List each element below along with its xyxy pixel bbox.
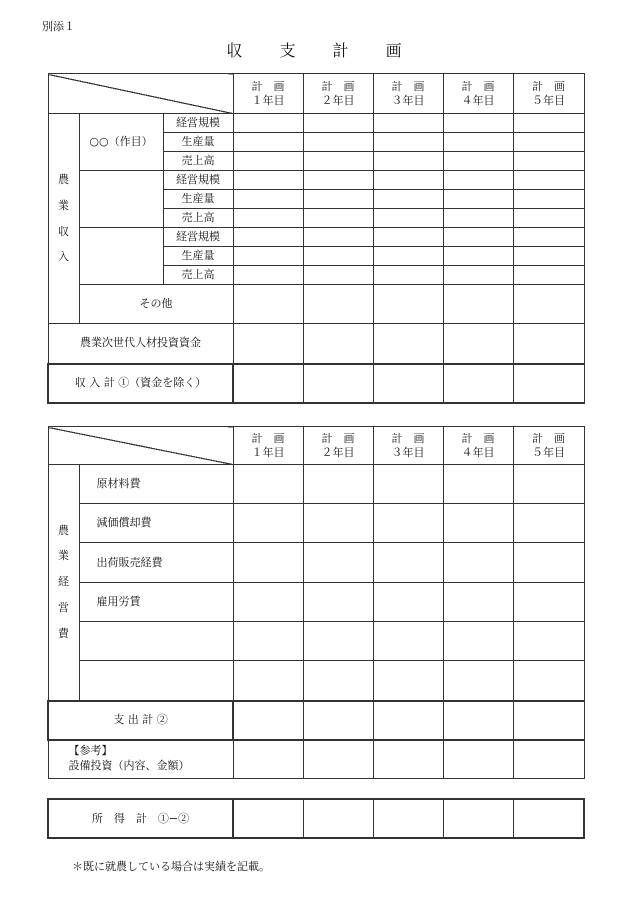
input-cell[interactable] [443, 740, 513, 779]
net-income-table [47, 798, 585, 839]
input-cell[interactable] [513, 364, 584, 403]
input-cell[interactable] [513, 152, 584, 171]
expense-item-shipping: 出荷販売経費 [79, 543, 233, 583]
input-cell[interactable] [373, 228, 443, 247]
input-cell[interactable] [303, 209, 373, 228]
input-cell[interactable] [233, 504, 303, 543]
input-cell[interactable] [233, 133, 303, 152]
income-category-label: 農 業 収 入 [48, 114, 79, 324]
input-cell[interactable] [443, 114, 513, 133]
input-cell[interactable] [443, 465, 513, 504]
input-cell[interactable] [303, 799, 373, 838]
input-cell[interactable] [513, 171, 584, 190]
reference-label: 【参考】 設備投資（内容、金額） [48, 740, 233, 779]
input-cell[interactable] [233, 285, 303, 324]
input-cell[interactable] [443, 152, 513, 171]
input-cell[interactable] [443, 799, 513, 838]
title-char: 支 [279, 41, 298, 60]
header-year-5: 計 画 ５年目 [513, 74, 584, 114]
expense-item-blank[interactable] [79, 661, 233, 701]
input-cell[interactable] [303, 324, 373, 364]
input-cell[interactable] [513, 465, 584, 504]
input-cell[interactable] [233, 266, 303, 285]
input-cell[interactable] [513, 285, 584, 324]
input-cell[interactable] [303, 740, 373, 779]
input-cell[interactable] [443, 171, 513, 190]
row-label-scale: 経営規模 [163, 171, 233, 190]
input-cell[interactable] [373, 152, 443, 171]
expense-category-label: 農 業 経 営 費 [48, 465, 79, 701]
row-label-sales: 売上高 [163, 152, 233, 171]
header-year-3: 計 画 ３年目 [373, 427, 443, 465]
header-year-4: 計 画 ４年目 [443, 427, 513, 465]
input-cell[interactable] [513, 190, 584, 209]
expense-table [47, 426, 585, 779]
input-cell[interactable] [233, 622, 303, 661]
header-year-1: 計 画 １年目 [233, 427, 303, 465]
input-cell[interactable] [373, 324, 443, 364]
input-cell[interactable] [443, 661, 513, 701]
expense-item-depreciation: 減価償却費 [79, 504, 233, 543]
input-cell[interactable] [443, 701, 513, 740]
expense-item-materials: 原材料費 [79, 465, 233, 504]
input-cell[interactable] [303, 364, 373, 403]
input-cell[interactable] [303, 190, 373, 209]
row-label-production: 生産量 [163, 247, 233, 266]
title-char: 画 [385, 41, 404, 60]
input-cell[interactable] [373, 661, 443, 701]
input-cell[interactable] [233, 228, 303, 247]
header-year-3: 計 画 ３年目 [373, 74, 443, 114]
input-cell[interactable] [443, 266, 513, 285]
input-cell[interactable] [303, 152, 373, 171]
input-cell[interactable] [303, 266, 373, 285]
input-cell[interactable] [233, 209, 303, 228]
input-cell[interactable] [373, 190, 443, 209]
row-label-scale: 経営規模 [163, 228, 233, 247]
input-cell[interactable] [233, 152, 303, 171]
input-cell[interactable] [373, 266, 443, 285]
input-cell[interactable] [373, 701, 443, 740]
input-cell[interactable] [233, 701, 303, 740]
header-year-2: 計 画 ２年目 [303, 427, 373, 465]
expense-item-blank[interactable] [79, 622, 233, 661]
input-cell[interactable] [303, 285, 373, 324]
input-cell[interactable] [443, 583, 513, 622]
input-cell[interactable] [233, 324, 303, 364]
input-cell[interactable] [373, 247, 443, 266]
input-cell[interactable] [513, 799, 584, 838]
input-cell[interactable] [513, 661, 584, 701]
input-cell[interactable] [513, 133, 584, 152]
row-label-production: 生産量 [163, 190, 233, 209]
crop-label-blank[interactable] [79, 171, 163, 228]
input-cell[interactable] [443, 133, 513, 152]
input-cell[interactable] [303, 171, 373, 190]
input-cell[interactable] [303, 465, 373, 504]
input-cell[interactable] [233, 247, 303, 266]
input-cell[interactable] [373, 622, 443, 661]
input-cell[interactable] [443, 324, 513, 364]
input-cell[interactable] [513, 701, 584, 740]
input-cell[interactable] [233, 364, 303, 403]
input-cell[interactable] [303, 133, 373, 152]
header-diagonal-cell [48, 74, 233, 114]
input-cell[interactable] [373, 740, 443, 779]
input-cell[interactable] [303, 583, 373, 622]
input-cell[interactable] [373, 504, 443, 543]
input-cell[interactable] [373, 285, 443, 324]
input-cell[interactable] [513, 324, 584, 364]
input-cell[interactable] [513, 209, 584, 228]
header-year-4: 計 画 ４年目 [443, 74, 513, 114]
input-cell[interactable] [443, 247, 513, 266]
input-cell[interactable] [513, 504, 584, 543]
input-cell[interactable] [373, 364, 443, 403]
input-cell[interactable] [233, 114, 303, 133]
input-cell[interactable] [373, 465, 443, 504]
input-cell[interactable] [233, 583, 303, 622]
input-cell[interactable] [513, 266, 584, 285]
input-cell[interactable] [513, 247, 584, 266]
input-cell[interactable] [443, 543, 513, 583]
expense-item-labor: 雇用労賃 [79, 583, 233, 622]
net-income-label: 所 得 計 ①−② [48, 799, 233, 838]
input-cell[interactable] [303, 504, 373, 543]
input-cell[interactable] [513, 622, 584, 661]
input-cell[interactable] [443, 190, 513, 209]
input-cell[interactable] [443, 364, 513, 403]
input-cell[interactable] [443, 209, 513, 228]
input-cell[interactable] [373, 543, 443, 583]
input-cell[interactable] [233, 661, 303, 701]
input-cell[interactable] [513, 228, 584, 247]
input-cell[interactable] [303, 228, 373, 247]
input-cell[interactable] [303, 701, 373, 740]
crop-label: ○○（作目） [79, 114, 163, 171]
attachment-label: 別添１ [42, 20, 75, 33]
row-label-scale: 経営規模 [163, 114, 233, 133]
footnote: ＊既に就農している場合は実績を記載。 [72, 860, 270, 873]
input-cell[interactable] [513, 114, 584, 133]
input-cell[interactable] [373, 799, 443, 838]
row-label-production: 生産量 [163, 133, 233, 152]
input-cell[interactable] [373, 583, 443, 622]
header-diagonal-cell [48, 427, 233, 465]
input-cell[interactable] [233, 543, 303, 583]
expense-total-label: 支 出 計 ② [48, 701, 233, 740]
input-cell[interactable] [233, 799, 303, 838]
input-cell[interactable] [233, 740, 303, 779]
row-label-sales: 売上高 [163, 266, 233, 285]
input-cell[interactable] [373, 133, 443, 152]
row-label-sales: 売上高 [163, 209, 233, 228]
input-cell[interactable] [233, 465, 303, 504]
title-char: 計 [332, 41, 351, 60]
input-cell[interactable] [373, 209, 443, 228]
input-cell[interactable] [513, 543, 584, 583]
input-cell[interactable] [303, 247, 373, 266]
header-year-1: 計 画 １年目 [233, 74, 303, 114]
input-cell[interactable] [303, 622, 373, 661]
input-cell[interactable] [513, 740, 584, 779]
input-cell[interactable] [233, 171, 303, 190]
input-cell[interactable] [513, 583, 584, 622]
title-char: 収 [226, 41, 245, 60]
fund-label: 農業次世代人材投資資金 [48, 324, 233, 364]
header-year-5: 計 画 ５年目 [513, 427, 584, 465]
income-total-label: 収 入 計 ①（資金を除く） [48, 364, 233, 403]
input-cell[interactable] [443, 285, 513, 324]
input-cell[interactable] [443, 622, 513, 661]
header-year-2: 計 画 ２年目 [303, 74, 373, 114]
input-cell[interactable] [443, 228, 513, 247]
input-cell[interactable] [303, 543, 373, 583]
input-cell[interactable] [373, 114, 443, 133]
input-cell[interactable] [373, 171, 443, 190]
page-title [0, 38, 630, 61]
other-income-label: その他 [79, 285, 233, 324]
income-table [47, 73, 585, 404]
input-cell[interactable] [233, 190, 303, 209]
crop-label-blank[interactable] [79, 228, 163, 285]
input-cell[interactable] [303, 661, 373, 701]
input-cell[interactable] [303, 114, 373, 133]
input-cell[interactable] [443, 504, 513, 543]
